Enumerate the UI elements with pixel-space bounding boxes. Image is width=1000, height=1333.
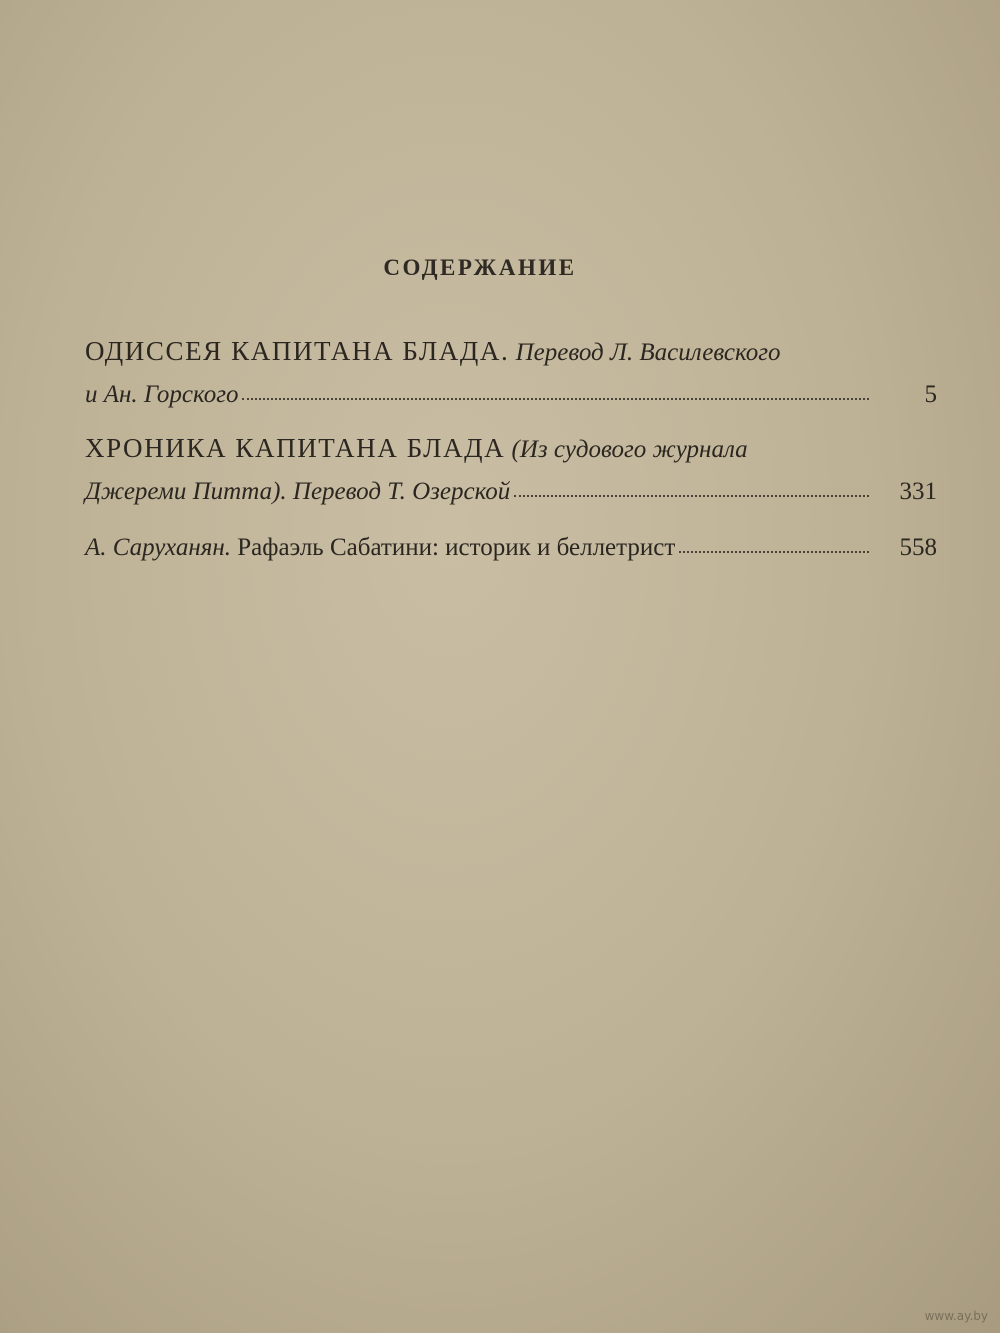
dot-leader: [679, 541, 869, 553]
toc-entry: [85, 527, 937, 569]
entry-title: Рафаэль Сабатини: историк и беллетрист: [237, 534, 676, 561]
page-number: 558: [899, 534, 937, 561]
toc-entry: [85, 427, 937, 513]
entry-translator-cont: и Ан. Горского: [85, 381, 239, 408]
page-number: 331: [899, 478, 937, 505]
entry-translator: Перевод Л. Василевского: [515, 339, 781, 366]
entry-author: А. Саруханян.: [85, 534, 231, 561]
watermark: www.ay.by: [924, 1309, 988, 1323]
toc-entry: [85, 330, 937, 416]
entry-note-cont: Джереми Питта). Перевод Т. Озерской: [85, 478, 511, 505]
entry-title: ОДИССЕЯ КАПИТАНА БЛАДА.: [85, 336, 510, 366]
entry-title: ХРОНИКА КАПИТАНА БЛАДА: [85, 433, 506, 463]
dot-leader: [242, 388, 869, 400]
page-title: СОДЕРЖАНИЕ: [383, 255, 577, 280]
dot-leader: [514, 485, 869, 497]
page-number: 5: [924, 381, 937, 408]
entry-note: (Из судового журнала: [511, 436, 748, 463]
